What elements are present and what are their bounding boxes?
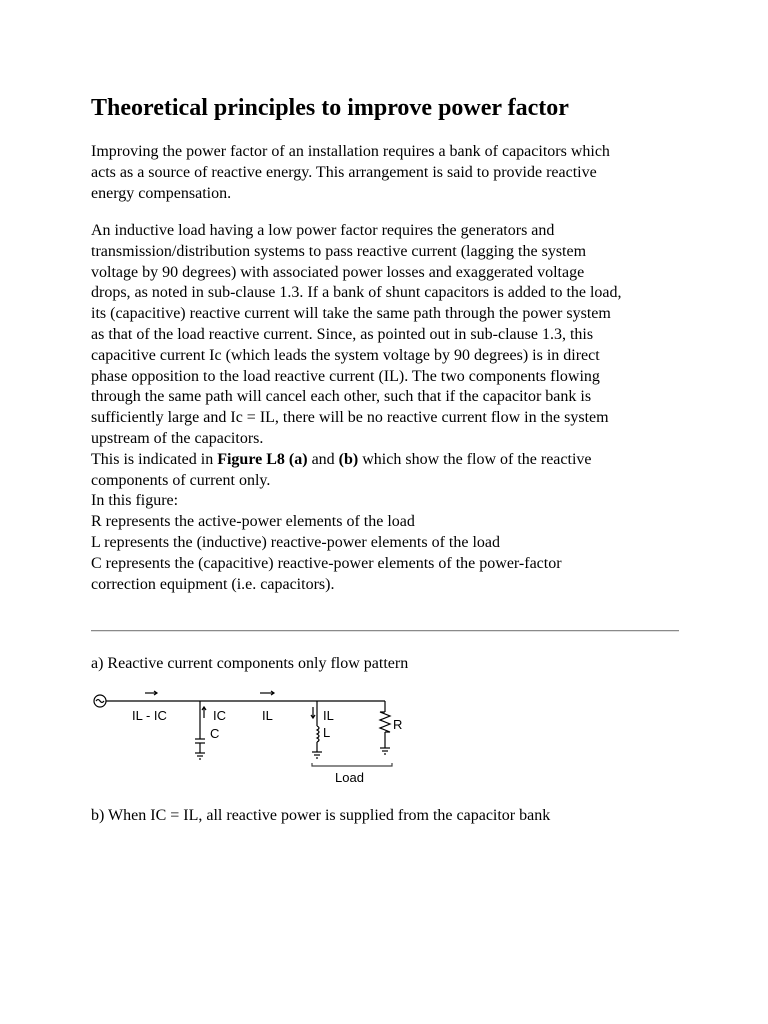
label-il-branch: IL [323, 708, 334, 723]
intro-paragraph [91, 142, 610, 204]
figure-ref-suffix: which show the flow of the reactive [358, 450, 592, 468]
sine-wave-icon [96, 700, 104, 703]
text-line: R represents the active-power elements of the load [91, 513, 415, 531]
label-l: L [323, 725, 331, 740]
label-c: C [210, 726, 220, 741]
text-line: components of current only. [91, 471, 271, 489]
figure-ref-and: and [307, 450, 339, 468]
figure-reference-line [91, 450, 622, 471]
circuit-diagram [90, 686, 410, 788]
page-title: Theoretical principles to improve power factor [91, 95, 569, 121]
caption-b: b) When IC = IL, all reactive power is supplied from the capacitor bank [91, 807, 551, 824]
text-line: capacitive current Ic (which leads the system voltage by 90 degrees) is in direct [91, 346, 600, 364]
figure-ref-link: Figure L8 (a) [217, 450, 308, 468]
load-bracket [312, 763, 392, 766]
body-paragraph [91, 221, 622, 595]
text-line: upstream of the capacitors. [91, 429, 264, 447]
text-line: acts as a source of reactive energy. This arrangement is said to provide reactive [91, 163, 597, 181]
text-line: C represents the (capacitive) reactive-power elements of the power-factor [91, 554, 562, 572]
label-il-ic: IL - IC [132, 708, 167, 723]
text-line: phase opposition to the load reactive current (IL). The two components flowing [91, 367, 600, 385]
caption-a: a) Reactive current components only flow pattern [91, 655, 409, 672]
label-load: Load [335, 770, 364, 785]
text-line: as that of the load reactive current. Since, as pointed out in sub-clause 1.3, this [91, 325, 594, 343]
text-line: L represents the (inductive) reactive-power elements of the load [91, 533, 501, 551]
resistor-zigzag-icon [380, 712, 390, 732]
horizontal-divider [91, 630, 679, 632]
inductor-coil-icon [317, 726, 319, 742]
text-line: correction equipment (i.e. capacitors). [91, 575, 335, 593]
label-il: IL [262, 708, 273, 723]
figure-ref-b: (b) [338, 450, 359, 468]
text-line: through the same path will cancel each other, such that if the capacitor bank is [91, 388, 592, 406]
text-line: Improving the power factor of an installation requires a bank of capacitors which [91, 143, 610, 160]
text-line: transmission/distribution systems to pass reactive current (lagging the system [91, 242, 587, 260]
text-line: An inductive load having a low power factor requires the generators and [91, 222, 555, 239]
text-line: sufficiently large and Ic = IL, there will be no reactive current flow in the system [91, 409, 609, 427]
text-line: drops, as noted in sub-clause 1.3. If a bank of shunt capacitors is added to the load, [91, 284, 622, 302]
text-line: energy compensation. [91, 184, 232, 202]
figure-ref-prefix: This is indicated in [91, 450, 218, 468]
text-line: In this figure: [91, 492, 179, 510]
label-r: R [393, 717, 403, 732]
text-line: voltage by 90 degrees) with associated power losses and exaggerated voltage [91, 263, 585, 281]
text-line: its (capacitive) reactive current will take the same path through the power system [91, 305, 611, 323]
label-ic: IC [213, 708, 226, 723]
